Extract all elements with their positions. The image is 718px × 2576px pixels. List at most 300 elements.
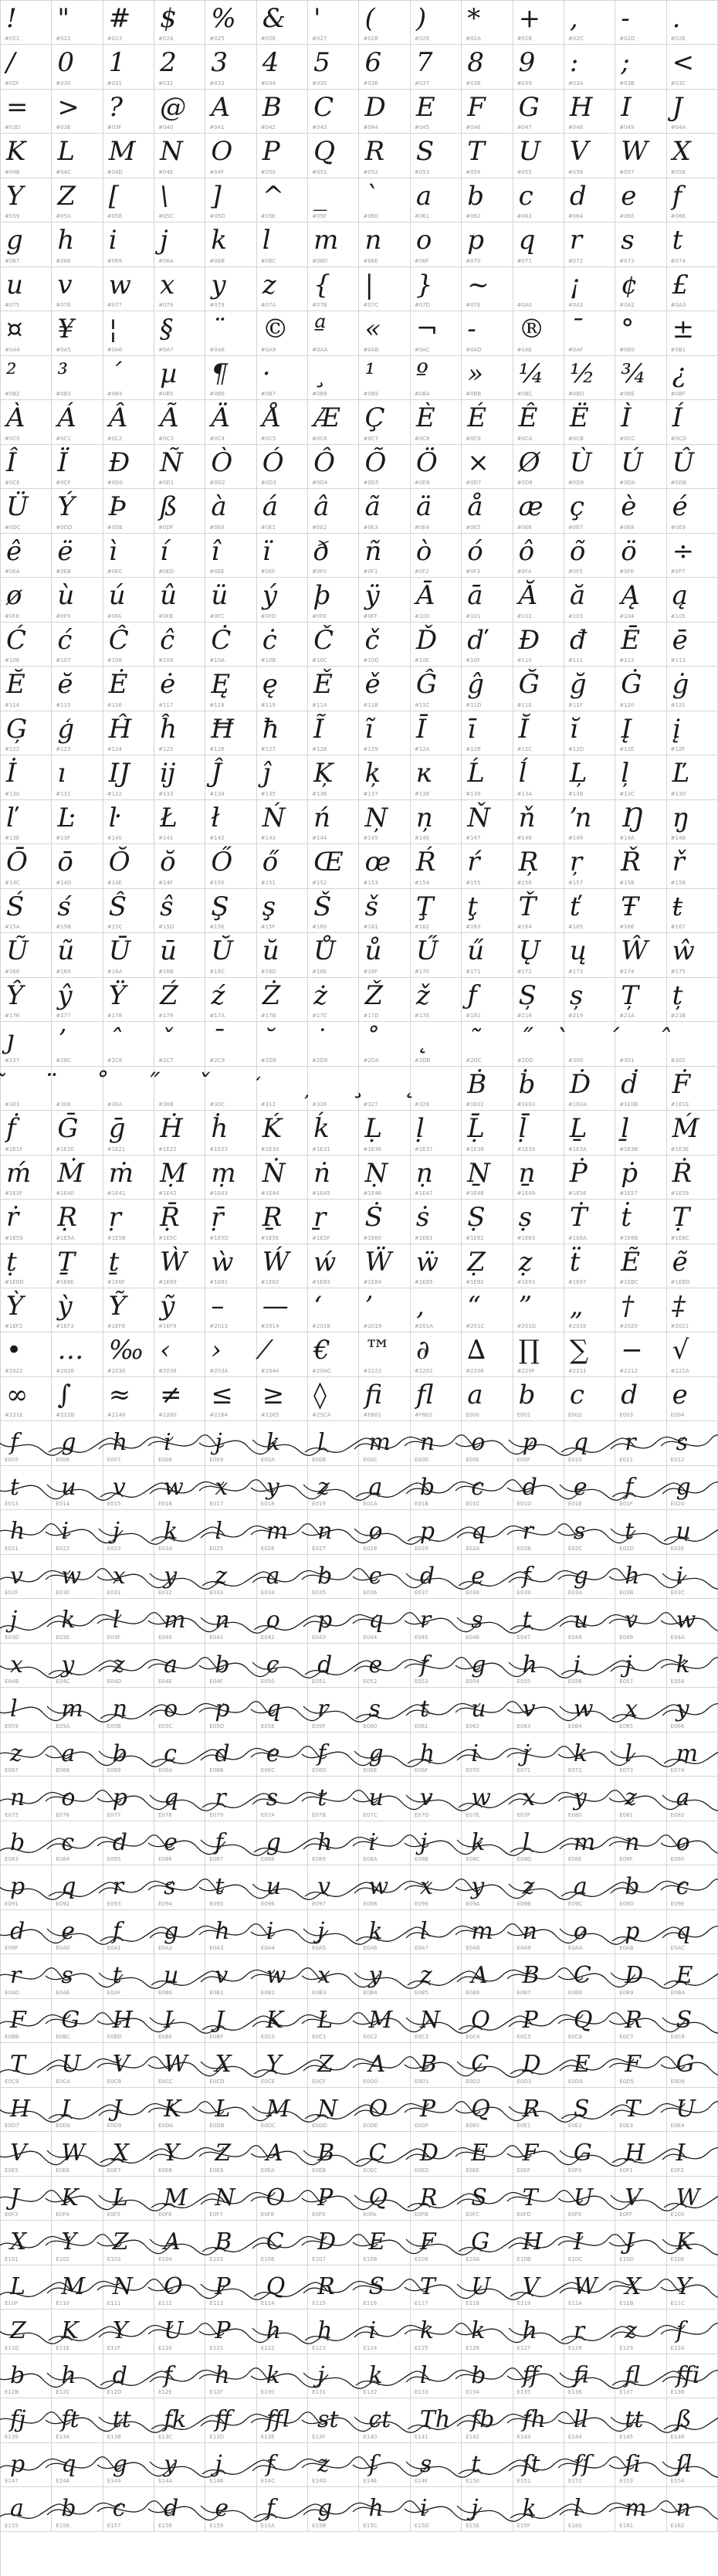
- glyph-cell: [308, 311, 359, 355]
- glyph: r: [625, 1429, 636, 1457]
- glyph-code: #16F: [363, 968, 378, 975]
- glyph-cell: [154, 1821, 205, 1865]
- glyph-cell: [205, 1, 256, 45]
- glyph-code: E0D3: [516, 2078, 532, 2085]
- glyph-code: #173: [567, 968, 584, 975]
- glyph-cell: [205, 1111, 256, 1155]
- glyph-cell: [205, 1954, 256, 1998]
- glyph: y: [471, 1873, 485, 1901]
- glyph-cell: [667, 1644, 718, 1688]
- glyph-cell: [1, 978, 52, 1022]
- glyph-code: E09C: [567, 1900, 583, 1907]
- glyph-code: #04D: [107, 168, 123, 175]
- glyph-code: E07F: [516, 1811, 530, 1818]
- glyph-code: E0BC: [56, 2034, 70, 2041]
- glyph-cell: [513, 1999, 564, 2043]
- glyph: û: [160, 580, 177, 612]
- glyph-code: #1E3F: [5, 1190, 23, 1197]
- glyph: r: [215, 1784, 226, 1812]
- glyph-code: E06A: [158, 1767, 173, 1774]
- glyph: ff: [522, 2361, 539, 2389]
- glyph-code: #0B5: [158, 391, 174, 398]
- glyph-cell: [359, 1555, 410, 1599]
- glyph-cell: [667, 1999, 718, 2043]
- glyph: ŀ: [108, 802, 121, 833]
- glyph: Ḋ: [569, 1068, 591, 1100]
- glyph-code: #1E42: [158, 1190, 177, 1197]
- glyph-cell: [52, 2043, 103, 2087]
- glyph-code: E07A: [260, 1811, 275, 1818]
- glyph-cell: [154, 1156, 205, 1200]
- glyph-code: E12A: [670, 2344, 685, 2351]
- glyph-code: E0BE: [158, 2034, 173, 2041]
- glyph-code: #201E: [567, 1323, 587, 1330]
- glyph-cell: [411, 489, 462, 533]
- glyph-cell: [308, 267, 359, 311]
- glyph: j: [215, 1429, 222, 1457]
- glyph-code: E0FF: [619, 2211, 633, 2218]
- glyph-cell: [205, 889, 256, 933]
- glyph: V: [625, 2184, 642, 2211]
- glyph: Y: [61, 2228, 77, 2256]
- glyph-cell: [564, 1688, 615, 1732]
- glyph: ˘: [262, 1024, 276, 1056]
- glyph-cell: [308, 1111, 359, 1155]
- glyph-cell: [308, 978, 359, 1022]
- glyph-code: #042: [260, 124, 276, 131]
- glyph: F: [419, 2228, 436, 2256]
- glyph: k: [368, 2361, 383, 2389]
- glyph-code: E034: [260, 1590, 275, 1597]
- glyph-code: #0FD: [260, 613, 276, 619]
- glyph-cell: [462, 933, 513, 977]
- glyph: \: [160, 180, 169, 212]
- glyph-cell: [462, 222, 513, 266]
- glyph-code: #076: [56, 302, 71, 309]
- glyph-code: #0ED: [158, 568, 174, 575]
- glyph-code: #118: [209, 701, 225, 708]
- glyph-code: #053: [414, 168, 430, 175]
- glyph: Ü: [6, 491, 29, 523]
- glyph-code: #13F: [56, 835, 71, 842]
- glyph-code: #145: [363, 835, 378, 842]
- glyph-cell: [257, 1733, 308, 1777]
- glyph-cell: [615, 489, 666, 533]
- glyph: ‰: [108, 1335, 144, 1366]
- glyph-code: #222B: [56, 1412, 75, 1419]
- glyph-cell: [411, 1156, 462, 1200]
- glyph-code: E120: [158, 2344, 172, 2351]
- glyph: e: [61, 1917, 76, 1945]
- glyph-code: E054: [466, 1678, 479, 1685]
- glyph: È: [415, 402, 435, 434]
- glyph-code: #051: [312, 168, 327, 175]
- glyph: Å: [262, 402, 282, 434]
- glyph-code: #11F: [567, 701, 583, 708]
- glyph-cell: [154, 90, 205, 134]
- glyph: „: [569, 1290, 584, 1322]
- glyph-code: #033: [209, 80, 225, 87]
- glyph: t: [471, 2450, 481, 2478]
- glyph-cell: [564, 889, 615, 933]
- glyph: Ō: [6, 847, 28, 878]
- glyph: ‡: [672, 1290, 686, 1322]
- swash-flourish: [661, 1426, 718, 1460]
- glyph-code: E0AE: [56, 1989, 70, 1996]
- glyph-cell: [564, 1777, 615, 1821]
- glyph: A: [368, 2051, 386, 2079]
- glyph: m: [313, 225, 339, 256]
- glyph: .: [672, 3, 681, 34]
- glyph-code: #1E6A: [567, 1234, 587, 1241]
- glyph: Ī: [415, 713, 427, 745]
- glyph-code: E115: [312, 2300, 326, 2307]
- glyph-code: E08C: [466, 1856, 480, 1863]
- glyph-cell: [513, 489, 564, 533]
- glyph-code: #06D: [312, 257, 328, 264]
- glyph-cell: [1, 667, 52, 711]
- glyph-code: E14A: [158, 2478, 173, 2485]
- glyph-code: E027: [312, 1545, 326, 1552]
- glyph: U: [573, 2184, 594, 2211]
- glyph-cell: [615, 1377, 666, 1421]
- glyph-code: #2260: [158, 1412, 177, 1419]
- glyph-code: #117: [158, 701, 174, 708]
- glyph: q: [573, 1429, 589, 1457]
- glyph-cell: [103, 1022, 154, 1066]
- glyph-code: E0D1: [414, 2078, 429, 2085]
- glyph: d: [112, 1828, 127, 1856]
- glyph-code: #2BC: [56, 1057, 72, 1064]
- glyph: a: [61, 1739, 76, 1767]
- glyph: Y: [112, 2317, 128, 2345]
- glyph-cell: [615, 1688, 666, 1732]
- glyph: Ľ: [672, 758, 690, 789]
- glyph-code: #0B1: [670, 346, 686, 353]
- glyph-cell: [103, 222, 154, 266]
- glyph-code: E05E: [260, 1722, 275, 1729]
- glyph-cell: [1, 1599, 52, 1643]
- glyph: ẽ: [672, 1246, 688, 1278]
- glyph: v: [10, 1562, 23, 1590]
- glyph-code: E0CF: [312, 2078, 326, 2085]
- glyph-cell: [359, 311, 410, 355]
- glyph-code: E026: [260, 1545, 275, 1552]
- glyph-code: #0CF: [56, 480, 71, 487]
- glyph: H: [625, 2140, 645, 2167]
- glyph-code: #11A: [312, 701, 327, 708]
- glyph: h: [10, 1518, 25, 1546]
- glyph-cell: [154, 2487, 205, 2531]
- glyph: g: [164, 1917, 179, 1945]
- glyph-cell: [257, 1644, 308, 1688]
- glyph-cell: [308, 90, 359, 134]
- glyph: i: [164, 1429, 171, 1457]
- glyph-code: #0EC: [107, 568, 123, 575]
- glyph-code: #025: [209, 36, 225, 42]
- glyph-cell: [667, 2132, 718, 2176]
- glyph-code: E03E: [56, 1634, 70, 1641]
- glyph-cell: [411, 1510, 462, 1554]
- glyph-code: #17A: [209, 1013, 225, 1020]
- glyph-cell: [462, 1200, 513, 1244]
- glyph-cell: [411, 1644, 462, 1688]
- glyph-cell: [257, 711, 308, 755]
- glyph-cell: [667, 711, 718, 755]
- glyph: s: [368, 1695, 381, 1723]
- glyph-code: E095: [209, 1900, 224, 1907]
- glyph: ű: [467, 935, 485, 967]
- glyph: s: [573, 1518, 586, 1546]
- glyph-code: #07E: [466, 302, 481, 309]
- glyph: h: [368, 2495, 384, 2523]
- glyph-code: #023: [107, 36, 122, 42]
- glyph: r: [573, 2317, 585, 2345]
- glyph: F: [625, 2051, 642, 2079]
- glyph-cell: [154, 2265, 205, 2310]
- glyph-code: E0D6: [670, 2078, 686, 2085]
- glyph-code: #13C: [619, 790, 635, 797]
- glyph-cell: [411, 1688, 462, 1732]
- glyph: U: [164, 2317, 184, 2345]
- glyph-cell: [154, 2132, 205, 2176]
- glyph-cell: [308, 623, 359, 667]
- glyph-cell: [615, 2088, 666, 2132]
- glyph-code: E02B: [516, 1545, 531, 1552]
- glyph: ≤: [211, 1379, 233, 1410]
- glyph: Î: [6, 446, 17, 478]
- glyph-cell: [667, 1910, 718, 1954]
- glyph-code: E06C: [260, 1767, 275, 1774]
- glyph-code: E0A6: [363, 1945, 378, 1952]
- glyph-code: E12B: [5, 2389, 19, 2396]
- glyph-cell: [462, 844, 513, 888]
- glyph-code: #10C: [312, 657, 327, 664]
- glyph-cell: [359, 1599, 410, 1643]
- glyph: O: [164, 2272, 183, 2300]
- glyph: V: [10, 2140, 27, 2167]
- glyph-code: #06B: [209, 257, 225, 264]
- glyph-cell: [308, 445, 359, 489]
- glyph: P: [419, 2095, 436, 2123]
- glyph-code: E0A7: [414, 1945, 428, 1952]
- glyph-cell: [257, 844, 308, 888]
- glyph-cell: [52, 1910, 103, 1954]
- glyph: á: [262, 491, 279, 523]
- glyph-code: #149: [567, 835, 584, 842]
- glyph-code: E082: [670, 1811, 685, 1818]
- glyph-cell: [205, 90, 256, 134]
- glyph: e: [164, 1828, 178, 1856]
- glyph: r: [112, 1873, 124, 1901]
- glyph: ḹ: [518, 1113, 527, 1145]
- glyph-cell: [1, 90, 52, 134]
- glyph-cell: [411, 1910, 462, 1954]
- glyph-cell: [564, 356, 615, 400]
- glyph-cell: [103, 2398, 154, 2442]
- glyph-cell: [103, 1865, 154, 1909]
- glyph: i: [108, 225, 117, 256]
- glyph-cell: [513, 90, 564, 134]
- glyph: ª: [313, 314, 327, 345]
- glyph-cell: [257, 933, 308, 977]
- glyph: Ẓ: [467, 1246, 486, 1278]
- glyph-code: #049: [619, 124, 635, 131]
- glyph-cell: [1, 489, 52, 533]
- glyph-cell: [308, 134, 359, 178]
- glyph-cell: [615, 1599, 666, 1643]
- glyph-code: E15E: [466, 2522, 479, 2529]
- glyph-code: E053: [414, 1678, 428, 1685]
- glyph: ķ: [364, 758, 381, 789]
- glyph-cell: [308, 1067, 359, 1111]
- glyph-code: E058: [670, 1678, 685, 1685]
- glyph-cell: [52, 844, 103, 888]
- glyph-cell: [359, 1111, 410, 1155]
- glyph-cell: [462, 1733, 513, 1777]
- glyph: o: [164, 1695, 178, 1723]
- glyph: ĸ: [415, 758, 432, 789]
- glyph-code: #1E3E: [670, 1145, 689, 1152]
- glyph-cell: [52, 1865, 103, 1909]
- glyph-code: #327: [363, 1101, 378, 1108]
- glyph: ṅ: [313, 1157, 331, 1189]
- glyph-cell: [615, 1, 666, 45]
- glyph-code: #176: [5, 1013, 20, 1020]
- glyph-cell: [615, 134, 666, 178]
- glyph-code: E0C8: [670, 2034, 685, 2041]
- glyph-cell: [257, 1688, 308, 1732]
- glyph-cell: [615, 1910, 666, 1954]
- glyph: X: [10, 2228, 27, 2256]
- glyph-cell: [411, 711, 462, 755]
- glyph-code: E0CA: [56, 2078, 70, 2085]
- glyph: q: [518, 225, 536, 256]
- glyph-code: #0C1: [56, 435, 72, 442]
- glyph: Ê: [518, 402, 538, 434]
- glyph: E: [471, 2140, 489, 2167]
- glyph-code: E140: [363, 2433, 378, 2440]
- glyph-code: E112: [158, 2300, 172, 2307]
- glyph-code: #120: [619, 701, 635, 708]
- glyph-cell: [205, 1999, 256, 2043]
- glyph-code: E0DD: [312, 2123, 327, 2130]
- glyph-cell: [52, 1644, 103, 1688]
- glyph-code: #136: [312, 790, 327, 797]
- glyph-code: #1E84: [363, 1278, 382, 1285]
- glyph-cell: [667, 534, 718, 578]
- glyph-code: E0DE: [363, 2123, 378, 2130]
- glyph-cell: [52, 267, 103, 311]
- glyph-code: #1E5D: [209, 1234, 229, 1241]
- glyph-cell: [462, 178, 513, 222]
- glyph-cell: [667, 2177, 718, 2221]
- glyph-code: E037: [414, 1590, 428, 1597]
- glyph-cell: [513, 267, 564, 311]
- glyph: A: [211, 91, 230, 123]
- glyph: s: [266, 1784, 279, 1812]
- glyph-code: #127: [260, 746, 276, 753]
- glyph: m: [368, 1429, 391, 1457]
- glyph-code: E00E: [466, 1456, 479, 1463]
- glyph: u: [573, 1607, 589, 1634]
- glyph: J: [112, 2095, 122, 2123]
- glyph-code: E022: [56, 1545, 70, 1552]
- glyph: w: [573, 1695, 594, 1723]
- glyph-code: #02A: [466, 36, 481, 42]
- glyph: ņ: [415, 802, 433, 833]
- glyph-cell: [359, 1332, 410, 1376]
- glyph-cell: [359, 667, 410, 711]
- glyph-cell: [564, 1733, 615, 1777]
- glyph: r: [10, 1962, 22, 1990]
- glyph-code: E122: [260, 2344, 275, 2351]
- glyph: p: [522, 1429, 537, 1457]
- glyph-cell: [52, 134, 103, 178]
- glyph-cell: [1, 1910, 52, 1954]
- glyph: C: [573, 1962, 591, 1990]
- glyph-cell: [564, 2310, 615, 2354]
- glyph-code: #219: [567, 1013, 584, 1020]
- glyph-code: #301: [619, 1057, 635, 1064]
- glyph: D: [364, 91, 386, 123]
- glyph: n: [215, 1607, 230, 1634]
- glyph-code: E04A: [670, 1634, 685, 1641]
- glyph: è: [621, 491, 637, 523]
- glyph-code: #2DC: [466, 1057, 482, 1064]
- glyph-cell: [411, 1067, 462, 1111]
- glyph: Y: [266, 2051, 282, 2079]
- glyph: Ŭ: [211, 935, 234, 967]
- glyph: ţ: [467, 891, 478, 922]
- glyph: ◊: [313, 1379, 327, 1410]
- glyph: ‘: [313, 1290, 322, 1322]
- glyph-cell: [257, 1244, 308, 1288]
- glyph-cell: [513, 45, 564, 89]
- glyph-cell: [615, 1156, 666, 1200]
- glyph: p: [419, 1518, 435, 1546]
- glyph-code: #166: [619, 924, 635, 931]
- glyph-cell: [205, 2398, 256, 2442]
- glyph-cell: [308, 222, 359, 266]
- glyph: W: [61, 2140, 86, 2167]
- glyph-code: #063: [516, 213, 532, 220]
- glyph: >: [57, 91, 80, 123]
- glyph-cell: [615, 1865, 666, 1909]
- glyph: c: [518, 180, 533, 212]
- glyph-cell: [205, 1910, 256, 1954]
- glyph: c: [112, 2495, 126, 2523]
- glyph-cell: [308, 1156, 359, 1200]
- glyph-code: #203A: [209, 1367, 229, 1374]
- glyph-code: E09E: [670, 1900, 685, 1907]
- glyph: u: [61, 1473, 76, 1501]
- glyph: d: [317, 1651, 333, 1678]
- glyph: ſſ: [573, 2450, 591, 2478]
- glyph-code: #043: [312, 124, 327, 131]
- glyph-code: E12C: [56, 2389, 70, 2396]
- glyph: A: [471, 1962, 488, 1990]
- glyph-code: #125: [158, 746, 174, 753]
- glyph-code: #2020: [619, 1323, 638, 1330]
- glyph: s: [61, 1962, 73, 1990]
- glyph-code: #1E39: [516, 1145, 536, 1152]
- glyph-code: E149: [107, 2478, 121, 2485]
- glyph-cell: [513, 1821, 564, 1865]
- glyph-code: #0CD: [670, 435, 687, 442]
- glyph-cell: [411, 1022, 462, 1066]
- glyph-cell: [154, 800, 205, 844]
